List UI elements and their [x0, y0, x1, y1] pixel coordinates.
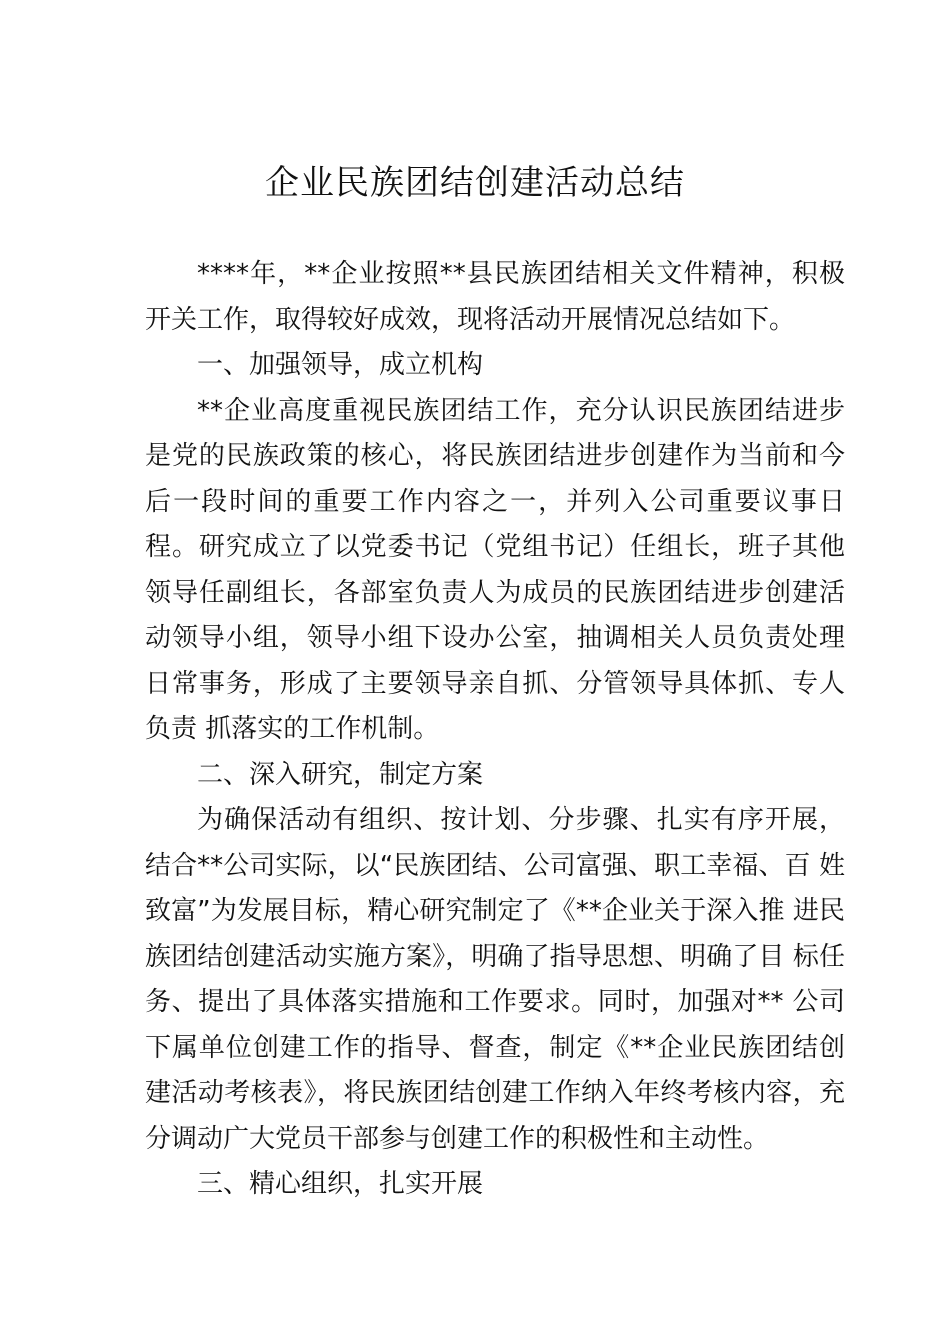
section-1-paragraph: **企业高度重视民族团结工作，充分认识民族团结进步是党的民族政策的核心，将民族团结进步创建作为当前和今后一段时间的重要工作内容之一，并列入公司重要议事日程。研究成立了以党委书记（党组书记）任组长，班子其他领导任副组长，各部室负责人为成员的民族团结进步创建活动领导小组，领导小组下设办公室，抽调相关人员负责处理日常事务，形成了主要领导亲自抓、分管领导具体抓、专人负责 抓落实的工作机制。	[145, 395, 845, 744]
section-3-heading: 三、精心组织，扎实开展	[197, 1169, 484, 1199]
document-body	[145, 252, 845, 1208]
section-2-paragraph: 为确保活动有组织、按计划、分步骤、扎实有序开展，结合**公司实际，以“民族团结、公司富强、职工幸福、百 姓致富”为发展目标，精心研究制定了《**企业关于深入推 进民族团结创建活动实施方案》，明确了指导思想、明确了目 标任务、提出了具体落实措施和工作要求。同时，加强对** 公司下属单位创建工作的指导、督查，制定《**企业民族团结创建活动考核表》，将民族团结创建工作纳入年终考核内容，充分调动广大党员干部参与创建工作的积极性和主动性。	[145, 805, 845, 1154]
section-2-heading: 二、深入研究，制定方案	[197, 759, 484, 790]
section-1-heading: 一、加强领导，成立机构	[197, 350, 484, 380]
document-title: 企业民族团结创建活动总结	[265, 163, 685, 203]
intro-paragraph: ****年，**企业按照**县民族团结相关文件精神，积极开关工作，取得较好成效，现将活动开展情况总结如下。	[145, 259, 845, 335]
